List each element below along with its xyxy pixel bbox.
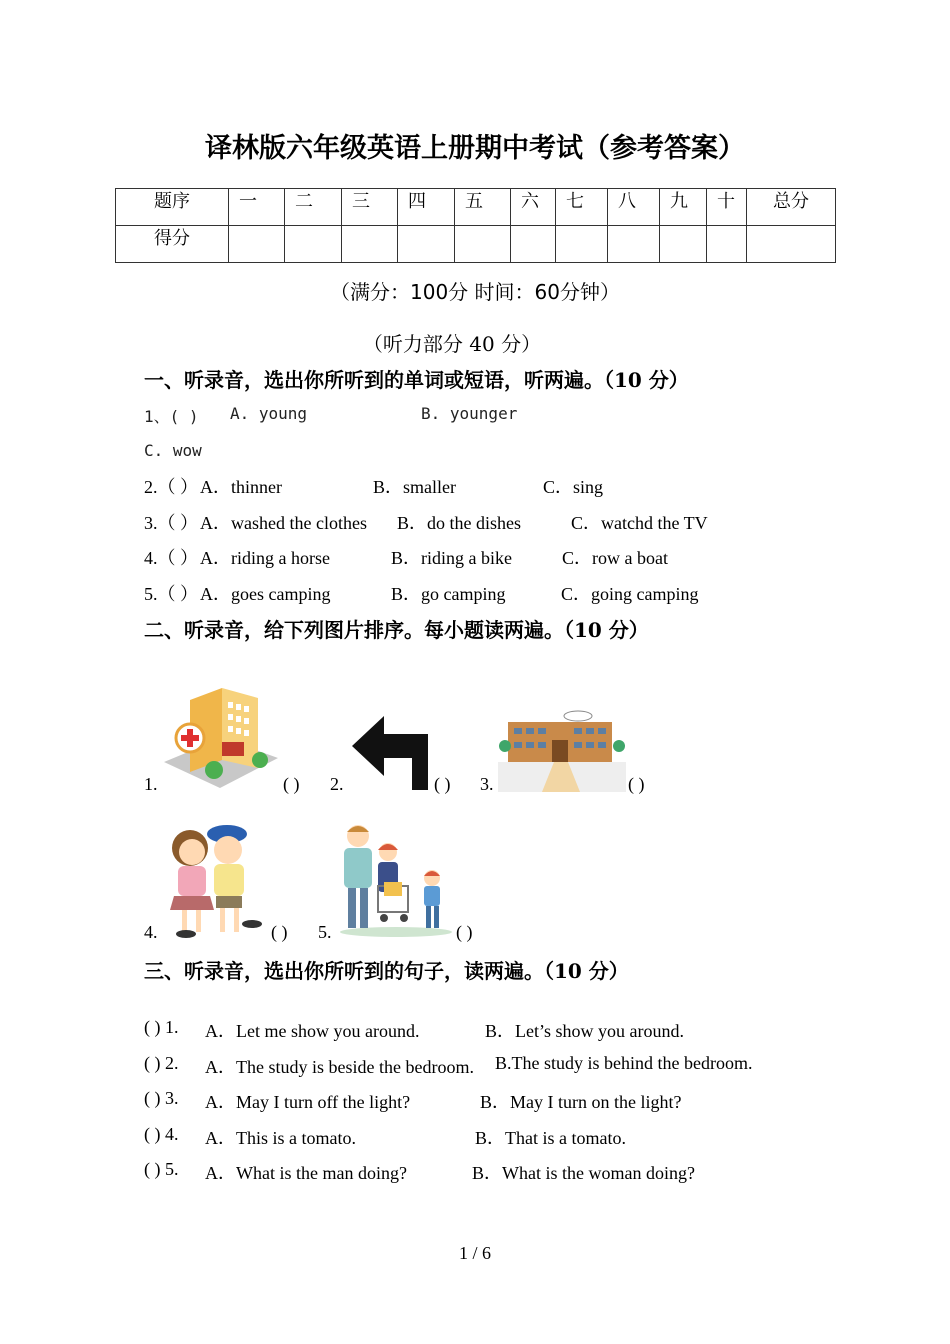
score-table [115,188,836,263]
score-cell[interactable] [342,226,398,263]
listening-part-label: （听力部分 40 分） [362,332,542,356]
score-cell[interactable] [398,226,455,263]
table-cell: 十 [707,189,747,226]
turn-left-arrow-icon [350,714,432,792]
score-cell[interactable] [229,226,285,263]
bush [252,752,268,768]
q4-option-b: B．riding a bike [391,548,512,568]
q2-option-b: B．smaller [373,477,456,497]
q3-number: 3.（ ） [144,513,198,533]
school-picture [498,706,626,792]
children-picture [162,820,268,940]
girl-face [179,839,205,865]
q2-number: 2.（ ） [144,477,198,497]
cart-goods [384,882,402,896]
red-cross-icon [181,735,199,741]
arrow-shape [352,716,428,790]
s3-q4-option-b: B．That is a tomato. [475,1128,626,1148]
s3-q2-number: ( ) 2. [144,1053,179,1073]
school-door [552,740,568,762]
cart-wheel [380,914,388,922]
table-cell: 四 [398,189,455,226]
boy-shirt [214,864,244,896]
q2-option-c: C．sing [543,477,604,497]
q1-number: 1、( ) [144,407,199,426]
tree [499,740,511,752]
score-cell[interactable] [747,226,836,263]
s3-q1-number: ( ) 1. [144,1017,179,1037]
s3-q1-option-a: A．Let me show you around. [205,1021,420,1041]
s3-q5-option-a: A．What is the man doing? [205,1163,407,1183]
picture-5-number: 5. [318,922,332,942]
section2-heading: 二、听录音，给下列图片排序。每小题读两遍。（10 分） [144,618,649,642]
table-cell: 题序 [116,189,229,226]
hospital-picture [160,680,282,792]
hospital-entrance [222,742,244,756]
s3-q5-option-b: B．What is the woman doing? [472,1163,695,1183]
table-cell: 三 [342,189,398,226]
score-cell[interactable] [556,226,608,263]
picture-2-answer-blank[interactable]: ( ) [434,774,451,794]
picture-3-answer-blank[interactable]: ( ) [628,774,645,794]
section1-heading: 一、听录音，选出你所听到的单词或短语，听两遍。（10 分） [144,368,689,392]
picture-5-answer-blank[interactable]: ( ) [456,922,473,942]
s3-q4-option-a: A．This is a tomato. [205,1128,356,1148]
q3-option-c: C．watchd the TV [571,513,708,533]
boy-leg [220,908,225,932]
score-cell[interactable] [285,226,342,263]
picture-4-answer-blank[interactable]: ( ) [271,922,288,942]
bush [205,761,223,779]
hospital-windows [228,702,249,736]
full-score-note: （满分：100分 时间：60分钟） [330,280,620,304]
q5-option-b: B．go camping [391,584,506,604]
picture-4-number: 4. [144,922,158,942]
table-cell: 总分 [747,189,836,226]
picture-1-answer-blank[interactable]: ( ) [283,774,300,794]
boy-shirt [424,886,440,906]
family-shopping-picture [338,820,454,938]
score-cell[interactable] [660,226,707,263]
score-cell[interactable] [511,226,556,263]
girl-dress [178,866,206,896]
page-number: 1 / 6 [458,1243,491,1263]
girl-leg [182,910,187,932]
table-cell: 七 [556,189,608,226]
s3-q1-option-b: B．Let’s show you around. [485,1021,684,1041]
section3-heading: 三、听录音，选出你所听到的句子，读两遍。（10 分） [144,959,629,983]
boy-hair [424,871,440,876]
table-cell: 九 [660,189,707,226]
table-cell: 六 [511,189,556,226]
score-cell[interactable] [707,226,747,263]
q3-option-b: B．do the dishes [397,513,521,533]
shoe [176,930,196,938]
score-table-score-row [116,226,836,263]
boy-face [214,836,242,864]
q4-option-c: C．row a boat [562,548,668,568]
boy-leg [234,908,239,932]
girl-skirt [170,896,214,910]
s3-q4-number: ( ) 4. [144,1124,179,1144]
mother-hair [378,844,398,850]
shoe [242,920,262,928]
cart-wheel [400,914,408,922]
q5-option-a: A．goes camping [200,584,331,604]
cloud-icon [564,711,592,721]
tree [613,740,625,752]
page-title: 译林版六年级英语上册期中考试（参考答案） [205,133,745,164]
score-table-header-row [116,189,836,226]
table-cell: 二 [285,189,342,226]
s3-q3-option-a: A．May I turn off the light? [205,1092,411,1112]
picture-3-number: 3. [480,774,494,794]
father-hair [347,826,369,832]
score-cell[interactable] [608,226,660,263]
q4-number: 4.（ ） [144,548,198,568]
q5-option-c: C．going camping [561,584,699,604]
father-leg [360,888,368,928]
boy-shorts [216,896,242,908]
q1-option-c: C. wow [144,441,202,460]
s3-q2-option-a: A．The study is beside the bedroom. [205,1057,474,1077]
q1-option-a: A. young [230,404,308,423]
q5-number: 5.（ ） [144,584,198,604]
ground-shadow [340,927,452,937]
q4-option-a: A．riding a horse [200,548,330,568]
boy-leg [434,906,439,928]
s3-q3-option-b: B．May I turn on the light? [480,1092,682,1112]
s3-q2-option-b: B.The study is behind the bedroom. [495,1053,753,1073]
father-leg [348,888,356,928]
q3-option-a: A．washed the clothes [200,513,367,533]
father-shirt [344,848,372,888]
table-cell: 五 [455,189,511,226]
s3-q3-number: ( ) 3. [144,1088,179,1108]
score-cell[interactable] [455,226,511,263]
girl-leg [196,910,201,932]
table-cell: 得分 [116,226,229,263]
q1-option-b: B. younger [421,404,518,423]
picture-2-number: 2. [330,774,344,794]
picture-1-number: 1. [144,774,158,794]
table-cell: 一 [229,189,285,226]
s3-q5-number: ( ) 5. [144,1159,179,1179]
boy-leg [426,906,431,928]
q2-option-a: A．thinner [200,477,282,497]
table-cell: 八 [608,189,660,226]
